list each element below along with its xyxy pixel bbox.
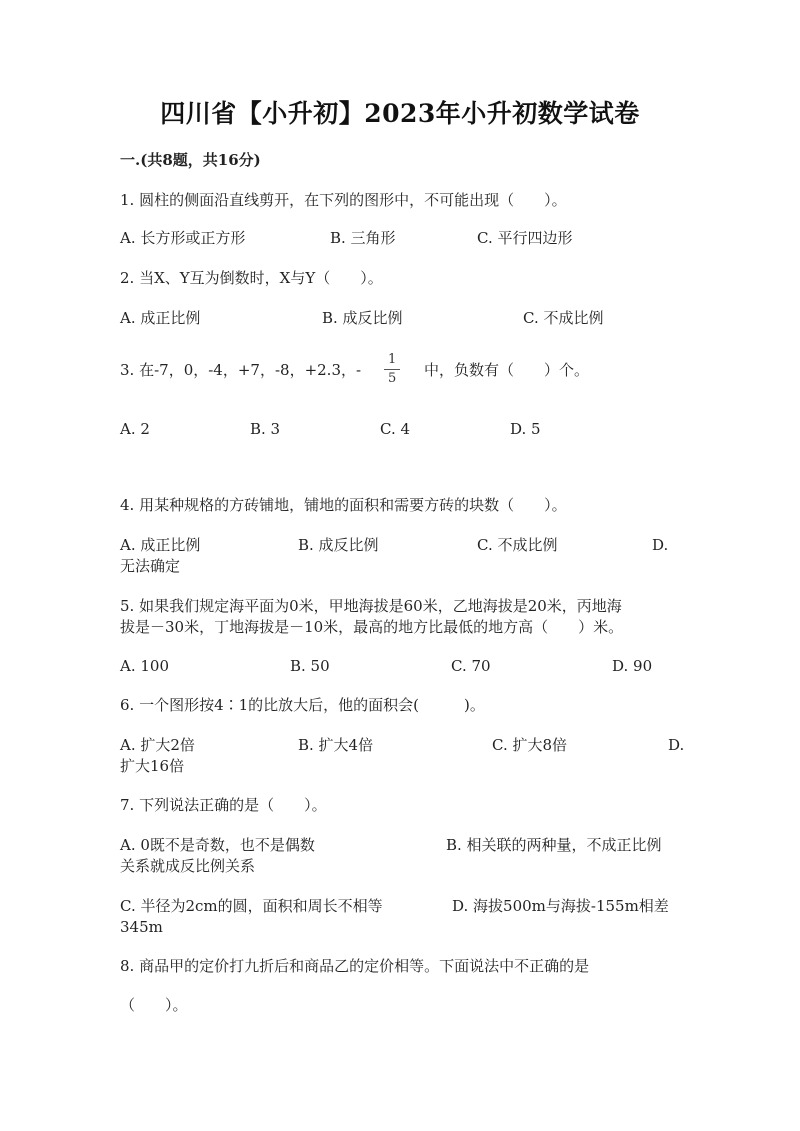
- question-7-option-b: B. 相关联的两种量，不成正比例: [446, 836, 662, 854]
- question-8-stem-line-2: （ ）。: [120, 996, 188, 1014]
- question-1-stem: 1. 圆柱的侧面沿直线剪开，在下列的图形中，不可能出现（ ）。: [120, 191, 567, 209]
- question-5-option-d: D. 90: [612, 657, 653, 675]
- question-4-option-b: B. 成反比例: [298, 536, 379, 554]
- question-7-option-d-text: 345m: [120, 918, 163, 936]
- question-5-option-b: B. 50: [290, 657, 330, 675]
- question-2-option-c: C. 不成比例: [523, 309, 604, 327]
- section-heading: 一.(共8题，共16分): [120, 151, 261, 169]
- question-3-stem-before: 3. 在-7，0，-4，+7，-8，+2.3，-: [120, 361, 362, 379]
- question-6-stem: 6. 一个图形按4∶1的比放大后，他的面积会( )。: [120, 696, 485, 714]
- question-4-option-d-text: 无法确定: [120, 557, 181, 575]
- question-3-option-d: D. 5: [510, 420, 541, 438]
- page-title: 四川省【小升初】2023年小升初数学试卷: [160, 99, 640, 128]
- question-8-stem-line-1: 8. 商品甲的定价打九折后和商品乙的定价相等。下面说法中不正确的是: [120, 957, 590, 975]
- question-4-option-c: C. 不成比例: [477, 536, 558, 554]
- question-7-option-c: C. 半径为2cm的圆，面积和周长不相等: [120, 897, 383, 915]
- question-1-option-a: A. 长方形或正方形: [120, 229, 246, 247]
- question-5-option-c: C. 70: [451, 657, 491, 675]
- question-6-option-d: D.: [668, 736, 685, 754]
- question-3-option-c: C. 4: [380, 420, 411, 438]
- question-3-option-a: A. 2: [120, 420, 150, 438]
- question-7-stem: 7. 下列说法正确的是（ ）。: [120, 796, 327, 814]
- question-5-stem-line-2: 拔是－30米，丁地海拔是－10米，最高的地方比最低的地方高（ ）米。: [120, 618, 624, 636]
- question-6-option-a: A. 扩大2倍: [120, 736, 195, 754]
- question-7-option-d: D. 海拔500m与海拔-155m相差: [452, 897, 669, 915]
- question-5-stem-line-1: 5. 如果我们规定海平面为0米，甲地海拔是60米，乙地海拔是20米，丙地海: [120, 597, 622, 615]
- question-6-option-d-text: 扩大16倍: [120, 757, 185, 775]
- question-6-option-b: B. 扩大4倍: [298, 736, 374, 754]
- question-4-stem: 4. 用某种规格的方砖铺地，铺地的面积和需要方砖的块数（ ）。: [120, 496, 567, 514]
- question-7-option-b-text: 关系就成反比例关系: [120, 857, 256, 875]
- question-4-option-a: A. 成正比例: [120, 536, 201, 554]
- question-4-option-d: D.: [652, 536, 669, 554]
- fraction-bar: [384, 369, 400, 370]
- question-1-option-c: C. 平行四边形: [477, 229, 573, 247]
- question-2-option-a: A. 成正比例: [120, 309, 201, 327]
- question-3-stem-after: 中，负数有（ ）个。: [424, 361, 590, 379]
- question-5-option-a: A. 100: [120, 657, 169, 675]
- question-1-option-b: B. 三角形: [330, 229, 396, 247]
- fraction-denominator: 5: [388, 371, 397, 386]
- question-7-option-a: A. 0既不是奇数，也不是偶数: [120, 836, 315, 854]
- fraction-numerator: 1: [388, 352, 397, 367]
- question-2-stem: 2. 当X、Y互为倒数时，X与Y（ ）。: [120, 269, 383, 287]
- question-3-option-b: B. 3: [250, 420, 281, 438]
- question-6-option-c: C. 扩大8倍: [492, 736, 568, 754]
- question-2-option-b: B. 成反比例: [322, 309, 403, 327]
